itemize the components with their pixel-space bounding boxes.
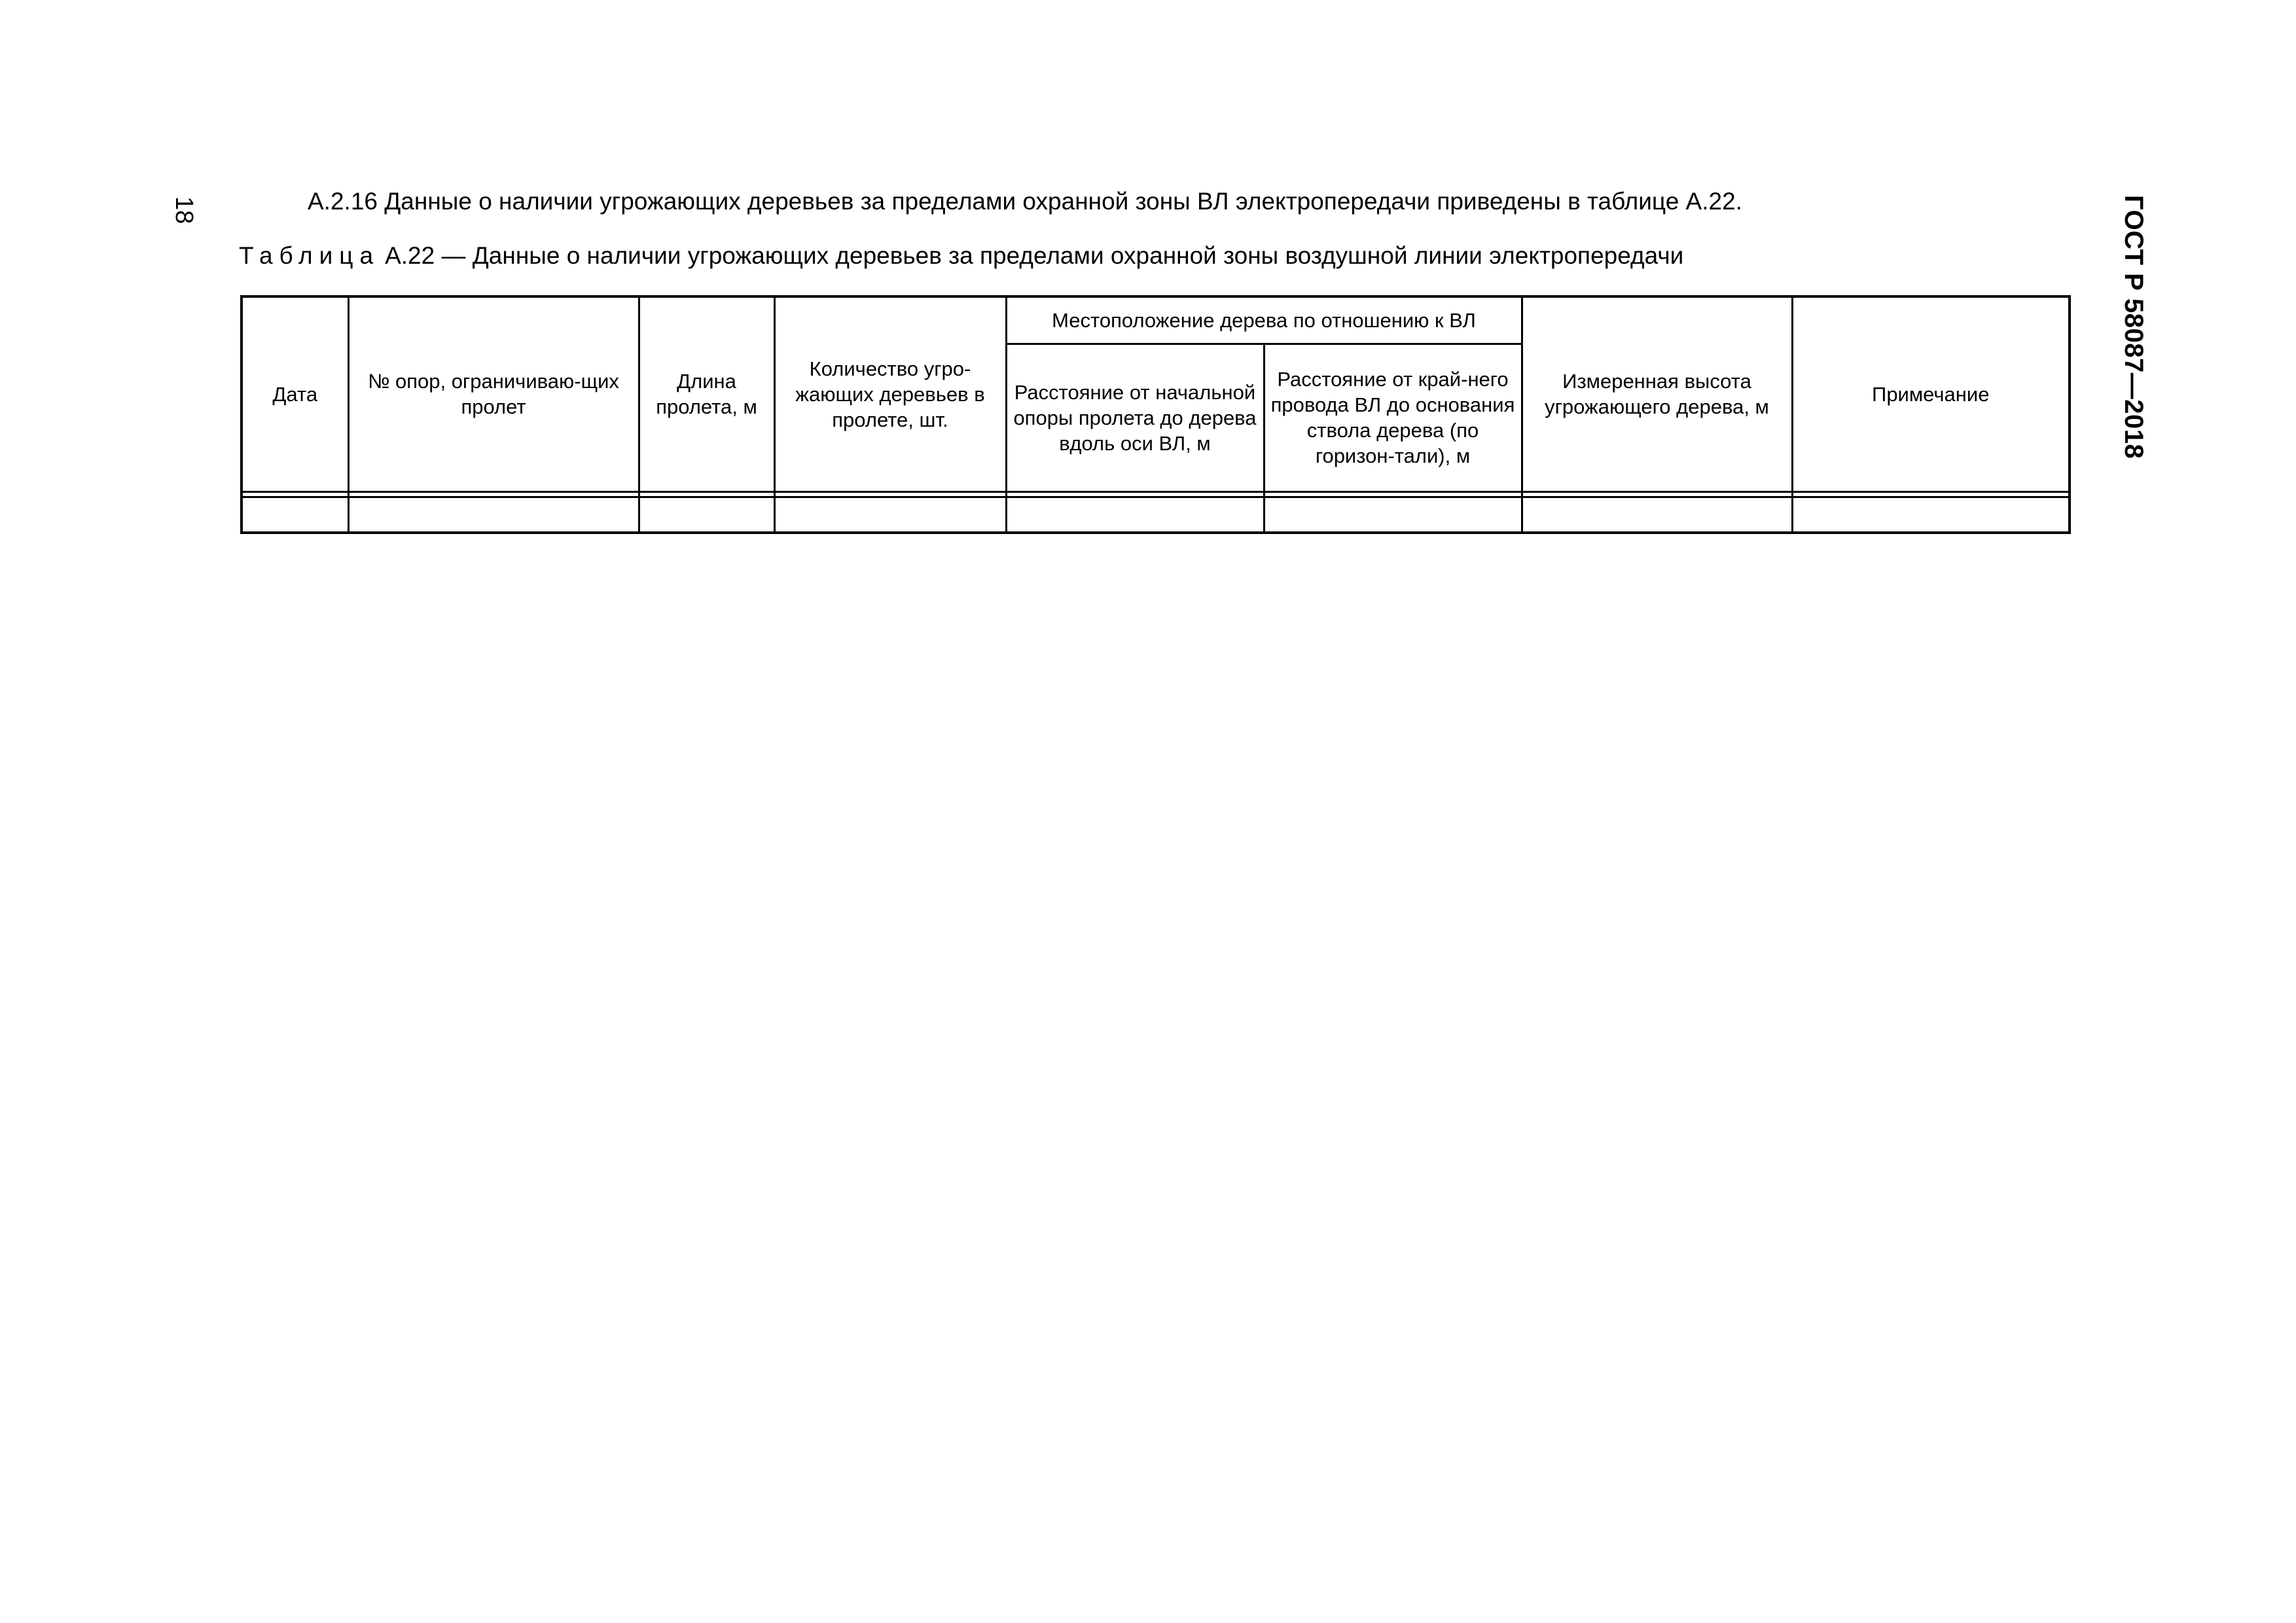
header-distance-from-wire: Расстояние от край-него провода ВЛ до основания ствола дерева (по горизон-тали), м bbox=[1264, 344, 1522, 491]
cell-note bbox=[1792, 497, 2070, 533]
cell-tree-count bbox=[774, 497, 1006, 533]
header-span-length: Длина пролета, м bbox=[639, 296, 774, 491]
header-location-group: Местоположение дерева по отношению к ВЛ bbox=[1006, 296, 1522, 344]
cell-supports bbox=[348, 497, 639, 533]
header-tree-count: Количество угро-жающих деревьев в пролете, шт. bbox=[774, 296, 1006, 491]
caption-text: А.22 — Данные о наличии угрожающих деревьев за пределами охранной зоны воздушной линии электропередачи bbox=[385, 242, 1684, 269]
header-separator bbox=[242, 491, 2070, 497]
cell-distance-from-support bbox=[1006, 497, 1264, 533]
cell-measured-height bbox=[1522, 497, 1792, 533]
cell-date bbox=[242, 497, 348, 533]
table-caption bbox=[239, 241, 1683, 270]
cell-distance-from-wire bbox=[1264, 497, 1522, 533]
caption-label: Таблица bbox=[239, 242, 380, 269]
paragraph-text: А.2.16 Данные о наличии угрожающих деревьев за пределами охранной зоны ВЛ электропередачи приведены в таблице А.22. bbox=[308, 188, 1742, 215]
header-note: Примечание bbox=[1792, 296, 2070, 491]
header-date: Дата bbox=[242, 296, 348, 491]
cell-span-length bbox=[639, 497, 774, 533]
page-number: 18 bbox=[170, 196, 198, 224]
header-row bbox=[242, 296, 2070, 344]
header-supports: № опор, ограничиваю-щих пролет bbox=[348, 296, 639, 491]
header-distance-from-support: Расстояние от начальной опоры пролета до дерева вдоль оси ВЛ, м bbox=[1006, 344, 1264, 491]
trees-table bbox=[240, 295, 2071, 534]
table-row bbox=[242, 497, 2070, 533]
document-code: ГОСТ Р 58087—2018 bbox=[2119, 195, 2148, 459]
header-measured-height: Измеренная высота угрожающего дерева, м bbox=[1522, 296, 1792, 491]
